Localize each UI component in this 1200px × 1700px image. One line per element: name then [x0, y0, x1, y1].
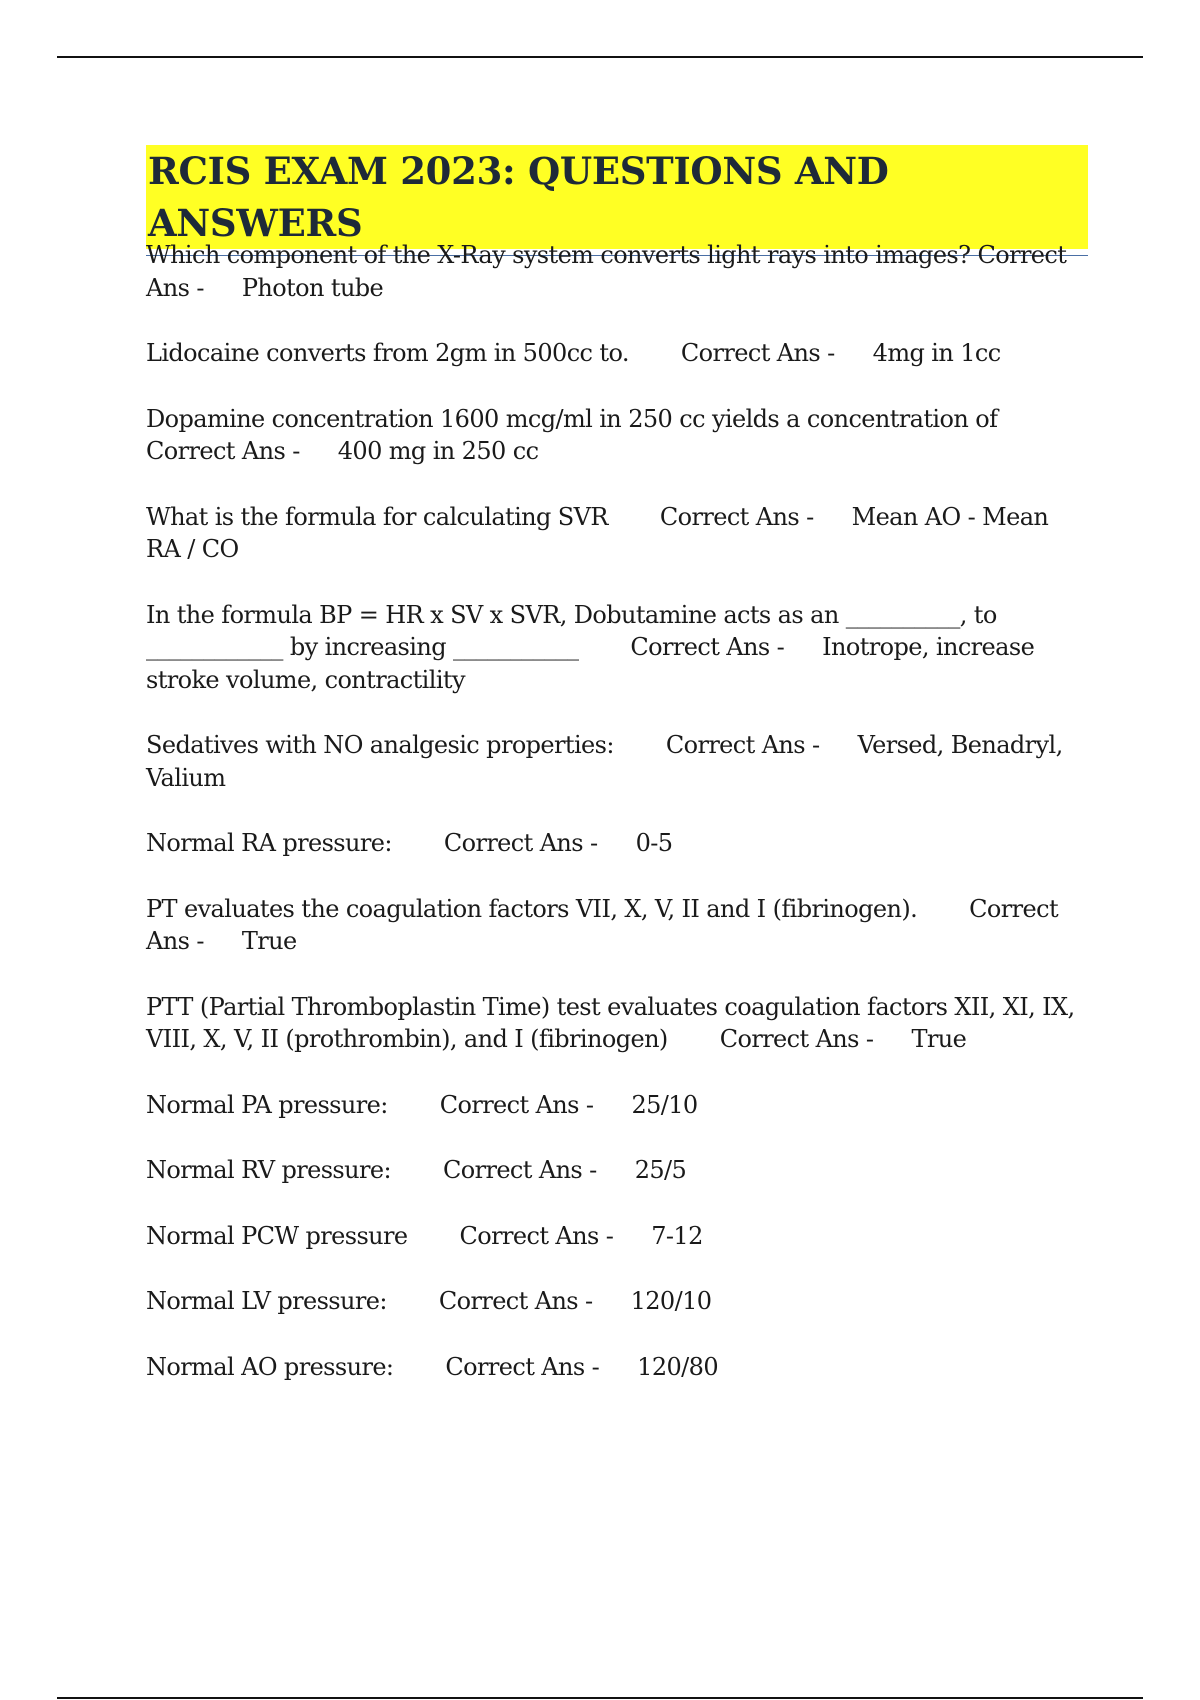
- answer-text: 25/10: [631, 1090, 698, 1119]
- question-text: Normal AO pressure:: [146, 1352, 394, 1381]
- footer-rule: [57, 1697, 1143, 1699]
- question-text: PT evaluates the coagulation factors VII, X, V, II and I (fibrinogen).: [146, 894, 918, 923]
- answer-text: Versed, Benadryl, Valium: [146, 731, 1063, 792]
- qa-item: [146, 239, 1086, 304]
- correct-ans-label: Correct Ans -: [442, 1156, 597, 1184]
- qa-item: [146, 1154, 1086, 1187]
- document-title: RCIS EXAM 2023: QUESTIONS AND ANSWERS: [146, 145, 1088, 249]
- qa-item: [146, 501, 1086, 566]
- qa-item: [146, 599, 1086, 697]
- correct-ans-label: Correct Ans -: [443, 829, 598, 857]
- correct-ans-label: Correct Ans -: [146, 241, 1067, 302]
- correct-ans-label: Correct Ans -: [146, 437, 300, 465]
- question-text: Dopamine concentration 1600 mcg/ml in 250 cc yields a concentration of: [146, 404, 998, 433]
- correct-ans-label: Correct Ans -: [680, 339, 835, 367]
- qa-item: [146, 1285, 1086, 1318]
- question-text: Sedatives with NO analgesic properties:: [146, 731, 614, 759]
- qa-item: [146, 827, 1086, 860]
- question-text: In the formula BP = HR x SV x SVR, Dobutamine acts as an __________, to ____________ by increasing ___________: [146, 600, 997, 661]
- answer-text: 120/80: [637, 1352, 718, 1381]
- answer-text: 400 mg in 250 cc: [337, 437, 539, 465]
- question-text: Normal LV pressure:: [146, 1287, 387, 1315]
- qa-item: [146, 1220, 1086, 1253]
- answer-text: True: [241, 927, 297, 955]
- qa-item: [146, 1351, 1086, 1384]
- answer-text: Inotrope, increase stroke volume, contractility: [146, 633, 1035, 694]
- answer-text: 7-12: [651, 1221, 703, 1250]
- answer-text: 0-5: [635, 829, 673, 857]
- correct-ans-label: Correct Ans -: [439, 1090, 594, 1119]
- correct-ans-label: Correct Ans -: [630, 633, 785, 661]
- qa-item: [146, 893, 1086, 958]
- qa-item: [146, 991, 1086, 1056]
- correct-ans-label: Correct Ans -: [438, 1287, 593, 1315]
- answer-text: 25/5: [634, 1156, 687, 1184]
- answer-text: 4mg in 1cc: [872, 339, 1001, 367]
- qa-item: [146, 1089, 1086, 1122]
- qa-item: [146, 729, 1086, 794]
- question-text: Lidocaine converts from 2gm in 500cc to.: [146, 339, 629, 367]
- question-text: What is the formula for calculating SVR: [146, 502, 608, 531]
- question-text: Normal PCW pressure: [146, 1221, 408, 1250]
- answer-text: 120/10: [630, 1287, 712, 1315]
- qa-item: [146, 337, 1086, 370]
- header-rule: [57, 56, 1143, 58]
- correct-ans-label: Correct Ans -: [146, 894, 1058, 955]
- correct-ans-label: Correct Ans -: [459, 1221, 614, 1250]
- correct-ans-label: Correct Ans -: [719, 1025, 874, 1053]
- answer-text: Photon tube: [241, 273, 384, 302]
- question-text: Normal RA pressure:: [146, 829, 392, 857]
- qa-list: [146, 239, 1086, 1416]
- question-text: Normal RV pressure:: [146, 1156, 391, 1184]
- answer-text: Mean AO - Mean RA / CO: [146, 502, 1049, 563]
- question-text: Which component of the X-Ray system converts light rays into images?: [146, 241, 971, 269]
- answer-text: True: [911, 1025, 967, 1053]
- correct-ans-label: Correct Ans -: [659, 502, 814, 531]
- question-text: Normal PA pressure:: [146, 1090, 388, 1119]
- question-text: PTT (Partial Thromboplastin Time) test evaluates coagulation factors XII, XI, IX, VIII, X, V, II (prothrombin), and I (fibrinogen): [146, 992, 1075, 1053]
- correct-ans-label: Correct Ans -: [665, 731, 820, 759]
- correct-ans-label: Correct Ans -: [445, 1352, 600, 1381]
- qa-item: [146, 403, 1086, 468]
